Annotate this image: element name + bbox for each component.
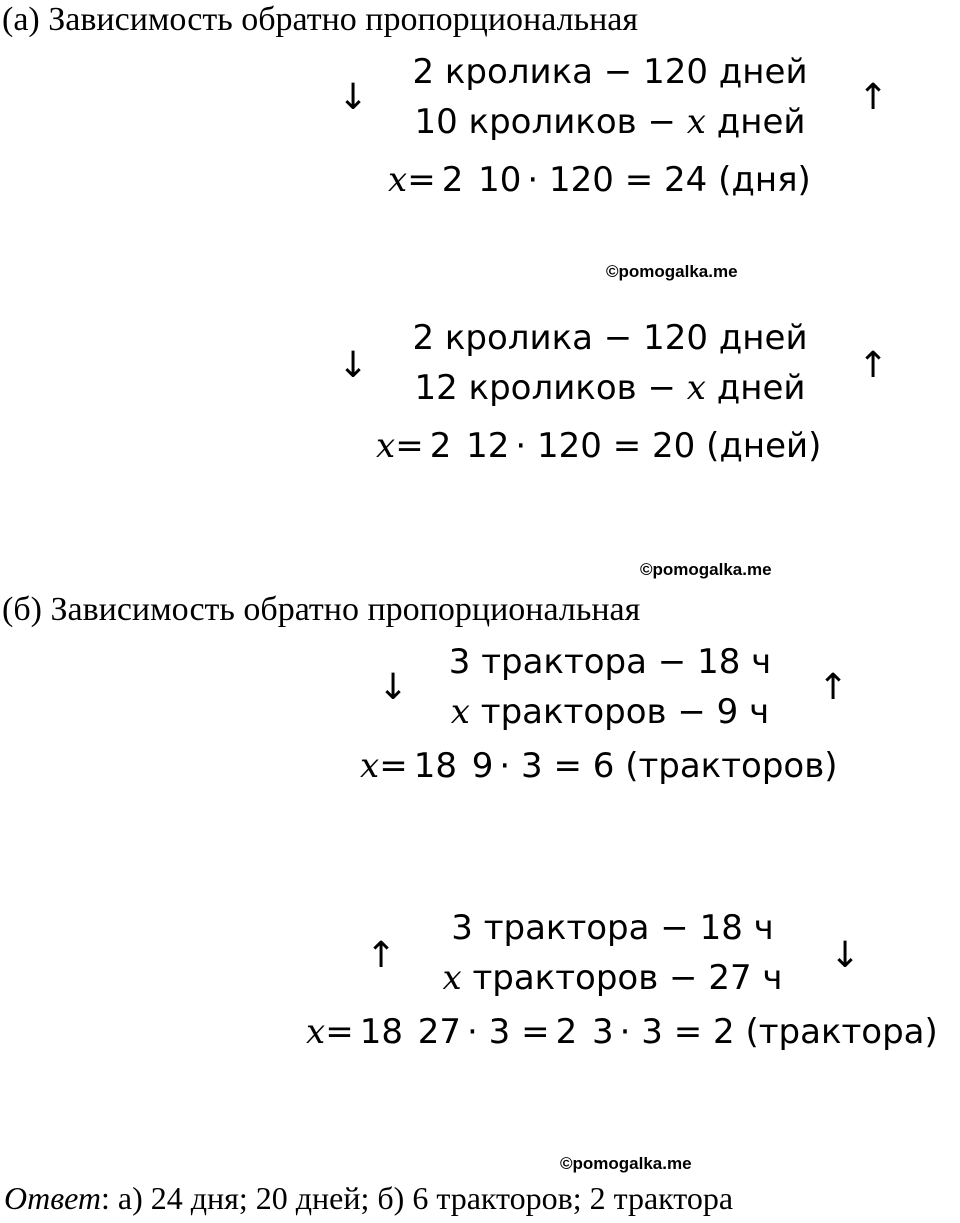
proportion-line: 3 трактора − 18 ч xyxy=(451,908,774,948)
watermark: ©pomogalka.me xyxy=(606,262,738,281)
fraction-numerator: 18 xyxy=(359,1012,403,1052)
equals-sign: = xyxy=(395,426,424,466)
arrow-down-icon: ↓ xyxy=(338,77,369,118)
variable-x: x xyxy=(686,368,706,408)
variable-x: x xyxy=(450,692,470,732)
proportion-line: 3 трактора − 18 ч xyxy=(448,642,772,682)
answer-label: Ответ xyxy=(4,1180,101,1216)
equation xyxy=(306,1012,938,1052)
proportion-line xyxy=(395,368,825,408)
line-text: 10 кроликов − xyxy=(414,102,687,142)
arrow-down-icon: ↓ xyxy=(830,935,861,976)
fraction-denominator: 12 xyxy=(466,426,510,466)
proportion-line: 2 кролика − 120 дней xyxy=(412,318,808,358)
fraction-numerator: 18 xyxy=(413,746,457,786)
equation-middle: · 3 = xyxy=(467,1012,550,1052)
line-text: 12 кроликов − xyxy=(414,368,687,408)
equals-sign: = xyxy=(407,160,436,200)
equation-result: · 120 = 20 (дней) xyxy=(515,426,822,466)
arrow-up-icon: ↑ xyxy=(858,345,889,386)
part-a-heading: (а) Зависимость обратно пропорциональная xyxy=(2,1,639,38)
arrow-down-icon: ↓ xyxy=(378,667,409,708)
line-text: дней xyxy=(705,102,806,142)
arrow-up-icon: ↑ xyxy=(366,935,397,976)
fraction xyxy=(554,1012,616,1052)
equals-sign: = xyxy=(379,746,408,786)
proportion-line xyxy=(420,958,805,998)
fraction-numerator: 2 xyxy=(441,160,464,200)
variable-x: x xyxy=(376,426,396,466)
fraction xyxy=(428,426,512,466)
part-b-heading: (б) Зависимость обратно пропорциональная xyxy=(2,591,641,628)
fraction xyxy=(440,160,524,200)
arrow-down-icon: ↓ xyxy=(338,345,369,386)
answer-line xyxy=(4,1178,733,1218)
proportion-line: 2 кролика − 120 дней xyxy=(412,52,808,92)
fraction xyxy=(412,746,496,786)
line-text: тракторов − 27 ч xyxy=(461,958,783,998)
variable-x: x xyxy=(686,102,706,142)
fraction-numerator: 2 xyxy=(429,426,452,466)
fraction-denominator: 27 xyxy=(417,1012,462,1052)
fraction-denominator: 9 xyxy=(471,746,494,786)
watermark: ©pomogalka.me xyxy=(640,560,772,579)
arrow-up-icon: ↑ xyxy=(818,667,849,708)
variable-x: x xyxy=(388,160,408,200)
equation-result: · 3 = 6 (тракторов) xyxy=(499,746,838,786)
watermark: ©pomogalka.me xyxy=(560,1154,692,1173)
arrow-up-icon: ↑ xyxy=(858,77,889,118)
variable-x: x xyxy=(442,958,462,998)
fraction-numerator: 2 xyxy=(555,1012,578,1052)
proportion-line xyxy=(430,692,790,732)
fraction xyxy=(358,1012,463,1052)
line-text: тракторов − 9 ч xyxy=(469,692,770,732)
equation-result: · 3 = 2 (трактора) xyxy=(619,1012,938,1052)
variable-x: x xyxy=(306,1012,326,1052)
proportion-line xyxy=(395,102,825,142)
fraction-denominator: 3 xyxy=(592,1012,614,1052)
equation xyxy=(376,426,821,466)
line-text: дней xyxy=(705,368,806,408)
variable-x: x xyxy=(360,746,380,786)
equals-sign: = xyxy=(325,1012,354,1052)
equation xyxy=(360,746,838,786)
equation-result: · 120 = 24 (дня) xyxy=(527,160,811,200)
equation xyxy=(388,160,811,200)
fraction-denominator: 10 xyxy=(478,160,522,200)
answer-text: : а) 24 дня; 20 дней; б) 6 тракторов; 2 трактора xyxy=(101,1180,734,1216)
